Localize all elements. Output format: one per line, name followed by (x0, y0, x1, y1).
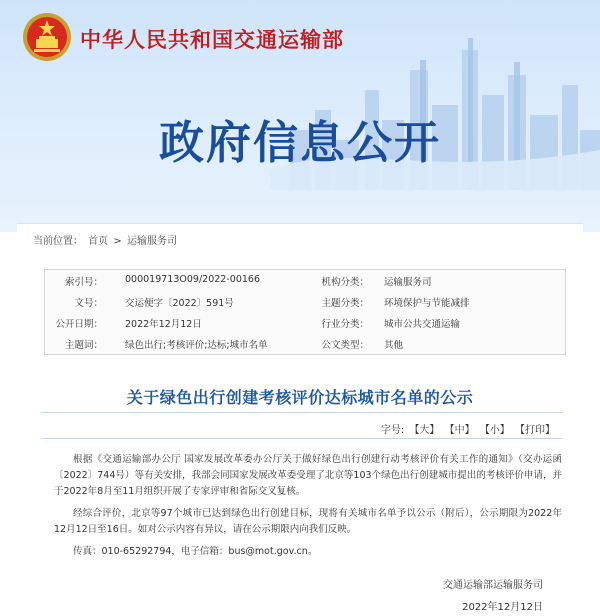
document-metadata-table (44, 269, 566, 355)
ministry-name: 中华人民共和国交通运输部 (80, 27, 344, 52)
meta-value: 交运便字〔2022〕591号 (125, 298, 234, 309)
meta-label: 公开日期： (55, 319, 103, 330)
contact-paragraph: 传真：010-65292794，电子信箱：bus@mot.gov.cn。 (73, 546, 318, 557)
font-size-controls (379, 421, 555, 436)
document-title: 关于绿色出行创建考核评价达标城市名单的公示 (126, 388, 474, 407)
font-size-medium-button[interactable]: 【中】 (444, 425, 475, 436)
font-size-large-button[interactable]: 【大】 (409, 425, 440, 436)
meta-value: 000019713O09/2022-00166 (125, 274, 260, 285)
document-body (54, 452, 562, 566)
meta-value: 运输服务司 (384, 277, 432, 288)
meta-row (45, 291, 565, 312)
meta-value: 2022年12月12日 (125, 319, 202, 330)
title-divider (41, 412, 563, 413)
meta-value: 城市公共交通运输 (384, 319, 461, 330)
breadcrumb (33, 232, 179, 247)
header-banner (0, 0, 600, 232)
breadcrumb-item-home[interactable]: 首页 (88, 236, 109, 247)
meta-label: 机构分类： (321, 277, 369, 288)
meta-label: 主题分类： (321, 298, 369, 309)
breadcrumb-separator: > (113, 236, 122, 247)
print-button[interactable]: 【打印】 (515, 425, 555, 436)
meta-value: 环境保护与节能减排 (384, 298, 470, 309)
font-size-label: 字号: (380, 425, 405, 436)
body-paragraph: 根据《交通运输部办公厅 国家发展改革委办公厅关于做好绿色出行创建行动考核评价有关工作的通知》（交办运函〔2022〕744号）等有关安排，我部会同国家发展改革委受理了北京等103个绿色出行创建城市提出的考核评价申请，并于2022年8月至11月组织开展了专家评审和省际交叉复核。 (54, 454, 562, 497)
meta-row (45, 312, 565, 333)
issue-date: 2022年12月12日 (462, 602, 543, 613)
meta-row (45, 270, 565, 291)
meta-value: 绿色出行;考核评价;达标;城市名单 (125, 340, 268, 351)
meta-row (45, 333, 565, 354)
content-panel (17, 223, 583, 616)
meta-label: 公文类型： (321, 340, 369, 351)
banner-title: 政府信息公开 (158, 116, 441, 169)
breadcrumb-item-transport-service[interactable]: 运输服务司 (126, 236, 177, 247)
breadcrumb-prefix: 当前位置： (33, 236, 83, 247)
issuing-department: 交通运输部运输服务司 (443, 580, 543, 591)
toolbar-divider (41, 438, 563, 439)
font-size-small-button[interactable]: 【小】 (479, 425, 510, 436)
meta-label: 主题词： (64, 340, 103, 351)
meta-label: 索引号： (64, 277, 103, 288)
meta-value: 其他 (384, 340, 404, 351)
body-paragraph: 经综合评价，北京等97个城市已达到绿色出行创建目标，现将有关城市名单予以公示（附后），公示期限为2022年12月12日至16日。如对公示内容有异议，请在公示期限内向我们反映。 (54, 508, 562, 535)
meta-label: 行业分类： (321, 319, 369, 330)
meta-label: 文号： (74, 298, 103, 309)
national-emblem-icon (22, 12, 72, 62)
